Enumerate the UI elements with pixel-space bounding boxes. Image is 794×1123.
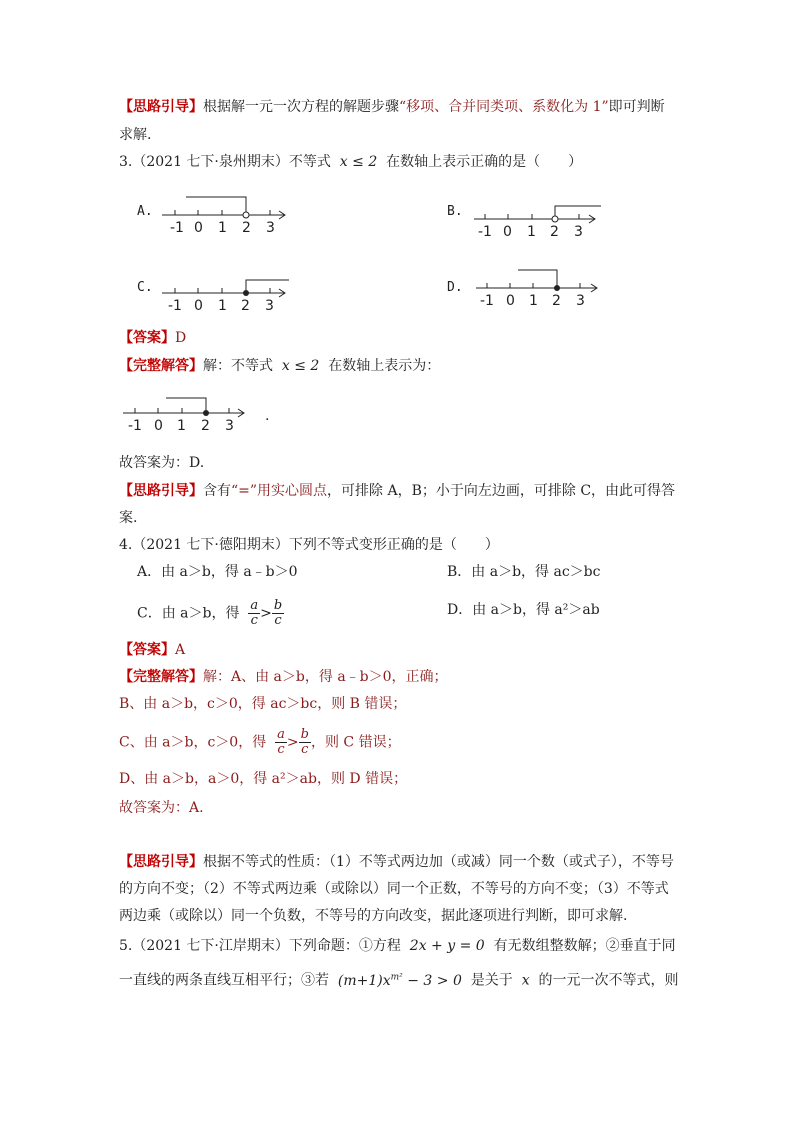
q3-option-a-label: A.	[137, 204, 153, 219]
number-line-c	[162, 280, 289, 314]
q3-conclusion: 故答案为：D.	[119, 455, 205, 471]
tick-label: 3	[265, 298, 274, 314]
tick-label: 2	[241, 298, 250, 314]
tick-label: 1	[529, 293, 538, 309]
q3-option-c-label: C.	[137, 280, 153, 295]
q4-solution-line3: C、由 a＞b，c＞0，得 $\frac{a}{c}$ > $\frac{b}{c}$ ，则 C 错误；	[119, 727, 401, 757]
q4-hint-line1: 【思路引导】根据不等式的性质：（1）不等式两边加（或减）同一个数（或式子），不等号	[119, 854, 674, 870]
q5-line1: 5.（2021 七下·江岸期末）下列命题：①方程 2x + y = 0 有无数组整数解；②垂直于同	[119, 938, 676, 954]
q4-option-b: B．由 a＞b，得 ac＞bc	[447, 564, 601, 580]
tick-label: 2	[550, 224, 559, 240]
q4-hint-line3: 两边乘（或除以）同一个负数，不等号的方向改变，据此逐项进行判断，即可求解.	[119, 908, 628, 924]
tick-label: -1	[168, 298, 182, 314]
q4-conclusion: 故答案为：A.	[119, 800, 204, 816]
q4-option-c: C．由 a＞b，得 $\frac{a}{c}$ > $\frac{b}{c}$	[137, 598, 283, 628]
fraction-b-over-c: $\frac{b}{c}$	[273, 598, 283, 628]
tick-label: -1	[480, 293, 494, 309]
answer-tag: 【答案】	[119, 642, 175, 658]
tick-label: 0	[506, 293, 515, 309]
tick-label: 2	[242, 220, 251, 236]
hint-tag: 【思路引导】	[119, 99, 203, 115]
fraction-a-over-c: $\frac{a}{c}$	[277, 727, 285, 757]
tick-label: 3	[225, 418, 234, 434]
q3-answer: 【答案】D	[119, 330, 187, 346]
tick-label: 2	[552, 293, 561, 309]
q5-inequality: $(m+1)x^{m^2} - 3 > 0$	[337, 972, 462, 989]
tick-label: 2	[201, 418, 210, 434]
hint1-line2: 求解.	[119, 127, 152, 143]
hint-tag: 【思路引导】	[119, 854, 203, 870]
tick-label: 1	[177, 418, 186, 434]
q3-stem: 3.（2021 七下·泉州期末）不等式 x ≤ 2 在数轴上表示正确的是（ ）	[119, 154, 583, 170]
q4-answer: 【答案】A	[119, 642, 186, 658]
number-line-d	[476, 270, 597, 309]
number-line-b	[474, 206, 601, 240]
fraction-a-over-c: $\frac{a}{c}$	[250, 598, 259, 628]
tick-label: -1	[478, 224, 492, 240]
q4-solution-line4: D、由 a＞b，a＞0，得 a²＞ab，则 D 错误；	[119, 771, 408, 787]
q3-option-d-label: D.	[447, 280, 463, 295]
q4-stem: 4.（2021 七下·德阳期末）下列不等式变形正确的是（ ）	[119, 537, 499, 553]
tick-label: -1	[170, 220, 184, 236]
solution-tag: 【完整解答】	[119, 358, 203, 374]
q5-line2: 一直线的两条直线互相平行；③若 $(m+1)x^{m^2} - 3 > 0$ 是关于 x 的一元一次不等式，则	[119, 972, 679, 989]
q3-hint-line2: 案.	[119, 510, 138, 526]
q3-option-b-label: B.	[447, 204, 463, 219]
q3-number-lines	[0, 0, 794, 460]
q4-solution-line1: 【完整解答】解：A、由 a＞b，得 a﹣b＞0，正确；	[119, 669, 448, 685]
q3-hint-line1: 【思路引导】含有“=”用实心圆点，可排除 A，B；小于向左边画，可排除 C，由此可得答	[119, 483, 676, 499]
number-line-solution	[123, 398, 244, 434]
q4-hint-line2: 的方向不变；（2）不等式两边乘（或除以）同一个正数，不等号的方向不变；（3）不等式	[119, 881, 669, 897]
tick-label: 1	[218, 298, 227, 314]
tick-label: 0	[154, 418, 163, 434]
tick-label: 0	[194, 298, 203, 314]
q4-solution-line2: B、由 a＞b，c＞0，得 ac＞bc，则 B 错误；	[119, 696, 407, 712]
answer-tag: 【答案】	[119, 330, 175, 346]
fraction-b-over-c: $\frac{b}{c}$	[300, 727, 309, 757]
hint-tag: 【思路引导】	[119, 483, 203, 499]
tick-label: 3	[576, 293, 585, 309]
solution-tag: 【完整解答】	[119, 669, 203, 685]
tick-label: 3	[574, 224, 583, 240]
q3-solution-period: .	[265, 408, 270, 424]
hint1-line1: 【思路引导】根据解一元一次方程的解题步骤“移项、合并同类项、系数化为 1”即可判断	[119, 99, 665, 115]
tick-label: 0	[503, 224, 512, 240]
number-line-a	[162, 197, 285, 236]
q4-option-a: A．由 a＞b，得 a﹣b＞0	[137, 564, 298, 580]
tick-label: -1	[128, 418, 142, 434]
q4-option-d: D．由 a＞b，得 a²＞ab	[447, 602, 600, 618]
tick-label: 0	[194, 220, 203, 236]
tick-label: 3	[266, 220, 275, 236]
tick-label: 1	[527, 224, 536, 240]
tick-label: 1	[218, 220, 227, 236]
q3-solution: 【完整解答】解：不等式 x ≤ 2 在数轴上表示为：	[119, 358, 441, 374]
